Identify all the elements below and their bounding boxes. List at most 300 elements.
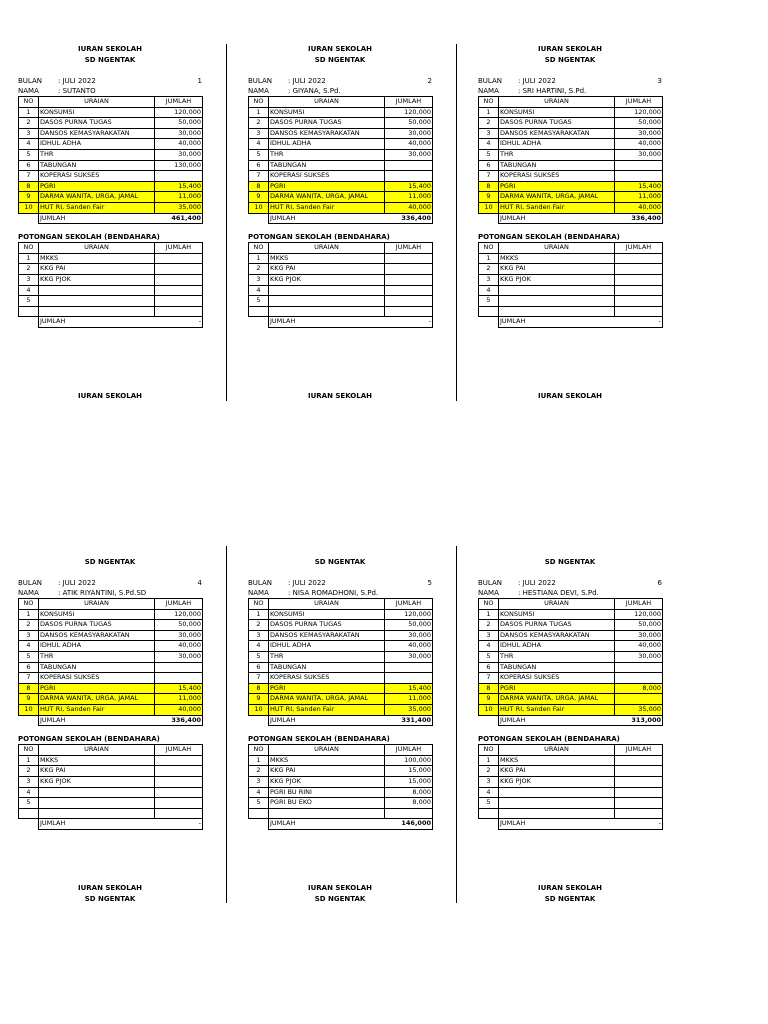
row-uraian: MKKS: [499, 755, 615, 766]
col-uraian-header: URAIAN: [499, 599, 615, 610]
bulan-value: : JULI 2022: [288, 579, 326, 587]
bulan-row: [478, 578, 662, 588]
potongan-table: [478, 744, 663, 830]
salary-slip: [18, 546, 202, 830]
col-no-header: NO: [249, 243, 269, 254]
row-jumlah: 30,000: [615, 630, 663, 641]
col-jumlah-header: JUMLAH: [385, 97, 433, 108]
row-uraian: [39, 296, 155, 307]
table-row: [479, 620, 663, 631]
salary-slip: [18, 44, 202, 328]
row-jumlah: 30,000: [385, 651, 433, 662]
total-value: -: [155, 819, 203, 830]
iuran-table: [478, 598, 663, 726]
row-jumlah: 15,400: [385, 683, 433, 694]
next-slip-header: [248, 391, 432, 402]
bulan-value: : JULI 2022: [288, 77, 326, 85]
table-row: [479, 630, 663, 641]
row-jumlah: [385, 662, 433, 673]
row-uraian: THR: [499, 651, 615, 662]
table-row: [479, 776, 663, 787]
row-jumlah: [155, 755, 203, 766]
row-no: 6: [479, 160, 499, 171]
table-row: [479, 160, 663, 171]
school-name: SD NGENTAK: [84, 56, 136, 64]
row-jumlah: 40,000: [155, 641, 203, 652]
table-row: [19, 651, 203, 662]
slip-title-spacer: [18, 546, 202, 557]
row-uraian: PGRI: [39, 181, 155, 192]
row-no: 5: [249, 651, 269, 662]
row-no: 4: [249, 787, 269, 798]
table-row: [19, 306, 203, 317]
row-no: 2: [479, 766, 499, 777]
iuran-table: [18, 96, 203, 224]
total-value: 461,400: [155, 213, 203, 224]
row-jumlah: 120,000: [155, 609, 203, 620]
table-row: [19, 128, 203, 139]
row-no: 1: [479, 107, 499, 118]
table-row: [19, 766, 203, 777]
row-jumlah: 100,000: [385, 755, 433, 766]
footer-title: IURAN SEKOLAH: [77, 392, 142, 400]
table-row: [249, 285, 433, 296]
bulan-label: BULAN: [248, 579, 273, 587]
row-uraian: THR: [39, 149, 155, 160]
row-uraian: HUT RI, Sanden Fair: [269, 704, 385, 715]
row-uraian: DASOS PURNA TUGAS: [39, 620, 155, 631]
row-no: 5: [19, 296, 39, 307]
row-jumlah: [155, 798, 203, 809]
school-name: SD NGENTAK: [544, 558, 596, 566]
row-no: 7: [19, 171, 39, 182]
row-jumlah: [385, 808, 433, 819]
iuran-table: [478, 96, 663, 224]
footer-title: IURAN SEKOLAH: [307, 392, 372, 400]
table-row: [19, 192, 203, 203]
table-row: [249, 149, 433, 160]
row-no: 3: [19, 274, 39, 285]
row-uraian: [499, 798, 615, 809]
row-uraian: DARMA WANITA, URGA, JAMAL: [269, 192, 385, 203]
row-no: 10: [249, 202, 269, 213]
potongan-title: POTONGAN SEKOLAH (BENDAHARA): [478, 233, 620, 242]
row-no: 3: [479, 274, 499, 285]
row-jumlah: 30,000: [155, 651, 203, 662]
row-jumlah: 120,000: [615, 107, 663, 118]
nama-value: : GIYANA, S.Pd.: [288, 87, 341, 95]
row-jumlah: [385, 274, 433, 285]
bulan-row: [248, 578, 432, 588]
table-row: [479, 264, 663, 275]
col-uraian-header: URAIAN: [499, 97, 615, 108]
row-no: 7: [249, 171, 269, 182]
row-no: 9: [479, 192, 499, 203]
table-header: [249, 599, 433, 610]
row-uraian: PGRI: [499, 181, 615, 192]
table-row: [249, 181, 433, 192]
table-row: [479, 609, 663, 620]
row-uraian: KKG PAI: [269, 264, 385, 275]
row-jumlah: [615, 673, 663, 684]
row-uraian: KKG PAI: [269, 766, 385, 777]
row-no: 2: [479, 620, 499, 631]
row-no: 8: [479, 181, 499, 192]
row-jumlah: 30,000: [155, 630, 203, 641]
table-row: [249, 264, 433, 275]
row-jumlah: 50,000: [615, 118, 663, 129]
total-row: [249, 213, 433, 224]
row-uraian: IDHUL ADHA: [39, 139, 155, 150]
next-slip-header: [478, 883, 662, 905]
row-no: 5: [19, 798, 39, 809]
table-row: [19, 274, 203, 285]
table-row: [19, 673, 203, 684]
row-uraian: DARMA WANITA, URGA, JAMAL: [499, 192, 615, 203]
row-uraian: TABUNGAN: [39, 160, 155, 171]
slip-title: IURAN SEKOLAH: [537, 45, 602, 53]
col-no-header: NO: [479, 599, 499, 610]
row-jumlah: 40,000: [155, 704, 203, 715]
row-jumlah: [155, 766, 203, 777]
school-name: SD NGENTAK: [314, 56, 366, 64]
row-jumlah: 30,000: [615, 128, 663, 139]
total-label: JUMLAH: [269, 715, 385, 726]
total-row: [249, 819, 433, 830]
footer-title: IURAN SEKOLAH: [537, 392, 602, 400]
nama-label: NAMA: [478, 589, 499, 597]
divider-line: [456, 546, 457, 903]
nama-row: [248, 588, 432, 598]
bulan-value: : JULI 2022: [58, 579, 96, 587]
potongan-table: [18, 242, 203, 328]
divider-line: [226, 44, 227, 401]
table-row: [479, 107, 663, 118]
footer-title: IURAN SEKOLAH: [77, 884, 142, 892]
school-name: SD NGENTAK: [84, 558, 136, 566]
row-no: 1: [249, 609, 269, 620]
row-uraian: [499, 808, 615, 819]
row-jumlah: 40,000: [385, 202, 433, 213]
nama-row: [18, 86, 202, 96]
total-value: 336,400: [155, 715, 203, 726]
row-uraian: PGRI: [269, 181, 385, 192]
total-row: [19, 317, 203, 328]
slip-number: 3: [657, 77, 662, 85]
col-uraian-header: URAIAN: [269, 243, 385, 254]
row-uraian: DANSOS KEMASYARAKATAN: [269, 630, 385, 641]
table-row: [249, 171, 433, 182]
total-row: [249, 317, 433, 328]
table-row: [249, 202, 433, 213]
table-header: [249, 243, 433, 254]
table-row: [19, 776, 203, 787]
row-jumlah: [615, 296, 663, 307]
row-jumlah: [615, 787, 663, 798]
row-uraian: [269, 808, 385, 819]
row-no: 10: [479, 704, 499, 715]
row-no: 1: [479, 253, 499, 264]
potongan-title: POTONGAN SEKOLAH (BENDAHARA): [478, 735, 620, 744]
col-uraian-header: URAIAN: [499, 243, 615, 254]
footer-school: SD NGENTAK: [314, 895, 366, 903]
table-row: [19, 808, 203, 819]
table-header: [19, 97, 203, 108]
row-jumlah: 8,000: [385, 787, 433, 798]
row-jumlah: 11,000: [385, 192, 433, 203]
row-no: 10: [19, 704, 39, 715]
salary-slip: [478, 546, 662, 830]
table-header: [249, 97, 433, 108]
nama-label: NAMA: [478, 87, 499, 95]
iuran-table: [18, 598, 203, 726]
row-jumlah: [155, 264, 203, 275]
total-value: 336,400: [615, 213, 663, 224]
row-jumlah: 120,000: [385, 609, 433, 620]
row-uraian: MKKS: [499, 253, 615, 264]
row-uraian: PGRI BU RINI: [269, 787, 385, 798]
table-row: [479, 673, 663, 684]
row-jumlah: 120,000: [385, 107, 433, 118]
col-uraian-header: URAIAN: [269, 97, 385, 108]
next-slip-header: [18, 883, 202, 905]
row-jumlah: [615, 808, 663, 819]
table-row: [249, 808, 433, 819]
table-row: [479, 171, 663, 182]
footer-school: SD NGENTAK: [544, 895, 596, 903]
row-no: 4: [19, 787, 39, 798]
total-label: JUMLAH: [269, 213, 385, 224]
row-uraian: DASOS PURNA TUGAS: [269, 620, 385, 631]
row-jumlah: [155, 673, 203, 684]
school-name: SD NGENTAK: [544, 56, 596, 64]
row-jumlah: [615, 160, 663, 171]
table-row: [19, 694, 203, 705]
row-no: [249, 306, 269, 317]
col-uraian-header: URAIAN: [269, 599, 385, 610]
nama-label: NAMA: [18, 589, 39, 597]
row-no: 2: [249, 264, 269, 275]
nama-value: : HESTIANA DEVI, S.Pd.: [518, 589, 599, 597]
row-uraian: KKG PAI: [39, 264, 155, 275]
row-jumlah: 130,000: [155, 160, 203, 171]
potongan-title: POTONGAN SEKOLAH (BENDAHARA): [248, 233, 390, 242]
footer-school: SD NGENTAK: [84, 895, 136, 903]
total-label: JUMLAH: [39, 819, 155, 830]
table-header: [479, 599, 663, 610]
row-uraian: TABUNGAN: [499, 160, 615, 171]
row-no: 5: [479, 798, 499, 809]
row-uraian: KOPERASI SUKSES: [499, 673, 615, 684]
table-row: [479, 296, 663, 307]
col-uraian-header: URAIAN: [39, 243, 155, 254]
row-jumlah: [385, 160, 433, 171]
row-no: 1: [19, 609, 39, 620]
table-row: [19, 171, 203, 182]
col-jumlah-header: JUMLAH: [155, 599, 203, 610]
nama-label: NAMA: [248, 589, 269, 597]
footer-title: IURAN SEKOLAH: [537, 884, 602, 892]
row-uraian: KONSUMSI: [39, 609, 155, 620]
row-no: 5: [479, 651, 499, 662]
row-jumlah: [385, 285, 433, 296]
row-jumlah: [615, 766, 663, 777]
total-label: JUMLAH: [499, 317, 615, 328]
col-jumlah-header: JUMLAH: [615, 599, 663, 610]
total-value: -: [615, 317, 663, 328]
row-uraian: IDHUL ADHA: [39, 641, 155, 652]
table-row: [19, 202, 203, 213]
row-jumlah: 40,000: [615, 139, 663, 150]
row-uraian: MKKS: [269, 755, 385, 766]
total-value: 331,400: [385, 715, 433, 726]
row-uraian: KONSUMSI: [269, 609, 385, 620]
col-no-header: NO: [249, 745, 269, 756]
row-no: 9: [249, 694, 269, 705]
col-jumlah-header: JUMLAH: [615, 745, 663, 756]
row-jumlah: 30,000: [615, 149, 663, 160]
nama-value: : ATIK RIYANTINI, S.Pd.SD: [58, 589, 147, 597]
potongan-title: POTONGAN SEKOLAH (BENDAHARA): [248, 735, 390, 744]
col-no-header: NO: [19, 745, 39, 756]
slip-title: IURAN SEKOLAH: [307, 45, 372, 53]
col-jumlah-header: JUMLAH: [155, 745, 203, 756]
row-no: 3: [249, 128, 269, 139]
row-no: 8: [19, 683, 39, 694]
bulan-label: BULAN: [478, 579, 503, 587]
bulan-row: [18, 578, 202, 588]
table-row: [479, 798, 663, 809]
row-uraian: [269, 306, 385, 317]
row-uraian: KOPERASI SUKSES: [39, 673, 155, 684]
row-no: 2: [19, 766, 39, 777]
bulan-label: BULAN: [18, 579, 43, 587]
bulan-value: : JULI 2022: [58, 77, 96, 85]
row-no: [479, 306, 499, 317]
col-jumlah-header: JUMLAH: [615, 97, 663, 108]
total-row: [479, 317, 663, 328]
table-row: [19, 253, 203, 264]
row-uraian: [269, 296, 385, 307]
row-no: 4: [249, 139, 269, 150]
row-uraian: IDHUL ADHA: [269, 641, 385, 652]
row-uraian: KKG PJOK: [39, 274, 155, 285]
col-no-header: NO: [249, 599, 269, 610]
table-row: [479, 683, 663, 694]
row-uraian: KONSUMSI: [499, 609, 615, 620]
slip-number: 2: [427, 77, 432, 85]
row-uraian: KKG PJOK: [39, 776, 155, 787]
total-label: JUMLAH: [39, 317, 155, 328]
table-row: [479, 694, 663, 705]
slip-title-spacer: [248, 546, 432, 557]
potongan-title: POTONGAN SEKOLAH (BENDAHARA): [18, 735, 160, 744]
table-row: [479, 128, 663, 139]
table-row: [249, 683, 433, 694]
table-row: [249, 630, 433, 641]
table-row: [249, 296, 433, 307]
row-uraian: TABUNGAN: [499, 662, 615, 673]
row-jumlah: [155, 253, 203, 264]
row-no: 2: [249, 620, 269, 631]
row-no: 3: [249, 776, 269, 787]
table-row: [479, 808, 663, 819]
table-header: [19, 243, 203, 254]
row-jumlah: 120,000: [615, 609, 663, 620]
row-jumlah: 15,400: [155, 683, 203, 694]
row-jumlah: 40,000: [615, 202, 663, 213]
row-uraian: DASOS PURNA TUGAS: [499, 118, 615, 129]
row-uraian: HUT RI, Sanden Fair: [269, 202, 385, 213]
row-no: [19, 808, 39, 819]
table-row: [479, 766, 663, 777]
row-jumlah: 15,400: [385, 181, 433, 192]
potongan-title: POTONGAN SEKOLAH (BENDAHARA): [18, 233, 160, 242]
row-jumlah: [615, 285, 663, 296]
bulan-value: : JULI 2022: [518, 77, 556, 85]
row-no: 2: [19, 264, 39, 275]
table-header: [19, 745, 203, 756]
row-no: 9: [249, 192, 269, 203]
row-jumlah: 11,000: [155, 694, 203, 705]
row-no: 6: [19, 160, 39, 171]
table-row: [19, 787, 203, 798]
table-row: [249, 128, 433, 139]
salary-slip: [478, 44, 662, 328]
nama-label: NAMA: [18, 87, 39, 95]
row-no: 5: [479, 296, 499, 307]
table-row: [249, 192, 433, 203]
bulan-label: BULAN: [478, 77, 503, 85]
next-slip-header: [248, 883, 432, 905]
row-uraian: KONSUMSI: [39, 107, 155, 118]
row-uraian: KONSUMSI: [499, 107, 615, 118]
table-row: [479, 274, 663, 285]
table-row: [249, 160, 433, 171]
row-jumlah: 40,000: [385, 139, 433, 150]
table-row: [249, 306, 433, 317]
row-no: 3: [249, 274, 269, 285]
row-no: 5: [19, 651, 39, 662]
row-no: 6: [479, 662, 499, 673]
row-jumlah: 50,000: [155, 118, 203, 129]
row-no: 1: [19, 755, 39, 766]
col-uraian-header: URAIAN: [499, 745, 615, 756]
total-row: [249, 715, 433, 726]
row-jumlah: 50,000: [385, 620, 433, 631]
total-row: [479, 715, 663, 726]
total-label: JUMLAH: [269, 317, 385, 328]
iuran-table: [248, 598, 433, 726]
total-row: [19, 213, 203, 224]
row-jumlah: [385, 673, 433, 684]
table-row: [249, 609, 433, 620]
row-jumlah: 40,000: [615, 641, 663, 652]
row-jumlah: [155, 776, 203, 787]
row-no: 3: [479, 630, 499, 641]
total-value: -: [615, 819, 663, 830]
row-uraian: DARMA WANITA, URGA, JAMAL: [269, 694, 385, 705]
row-jumlah: [155, 662, 203, 673]
table-row: [19, 139, 203, 150]
row-no: 3: [249, 630, 269, 641]
row-no: 4: [479, 139, 499, 150]
row-no: 8: [479, 683, 499, 694]
table-row: [479, 202, 663, 213]
table-row: [19, 285, 203, 296]
row-no: 7: [249, 673, 269, 684]
row-no: 5: [249, 296, 269, 307]
